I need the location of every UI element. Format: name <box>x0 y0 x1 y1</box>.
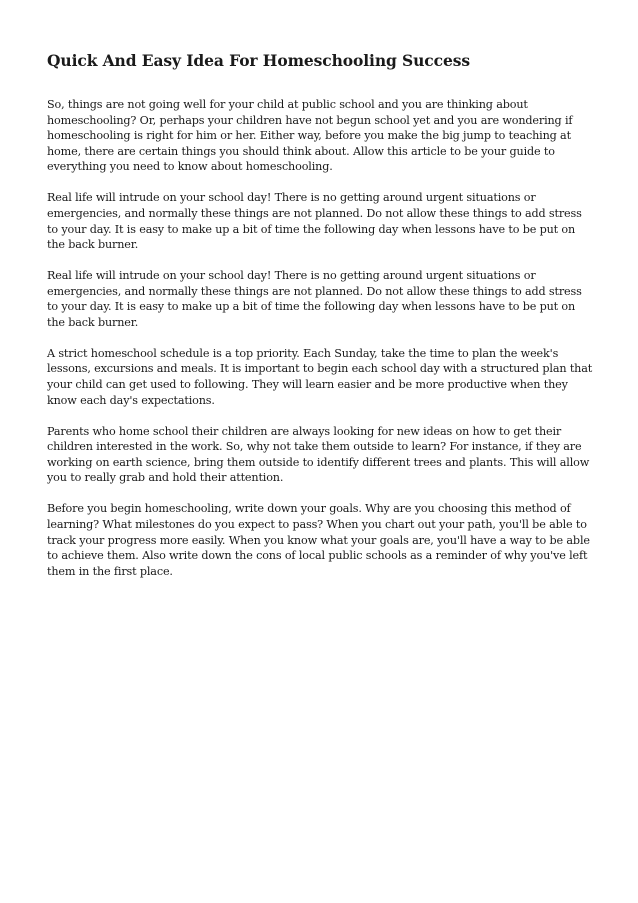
paragraph-real-life-repeat: Real life will intrude on your school day! There is no getting around urgent situations or emergencies, and normally these things are not planned. Do not allow these things to add stress to your day. It is easy to make up a bit of time the following day when lessons have to be put on the back burner. <box>47 269 582 329</box>
paragraph-outside-learning: Parents who home school their children are always looking for new ideas on how to get their children interested in the work. So, why not take them outside to learn? For instance, if they are working on earth science, bring them outside to identify different trees and plants. This will allow you to really grab and hold their attention. <box>47 424 590 485</box>
document-title: Quick And Easy Idea For Homeschooling Success <box>47 51 470 70</box>
document-page <box>47 50 595 595</box>
paragraph-goals: Before you begin homeschooling, write down your goals. Why are you choosing this method of learning? What milestones do you expect to pass? When you chart out your path, you'll be able to track your progress more easily. When you know what your goals are, you'll have a way to be able to achieve them. Also write down the cons of local public schools as a reminder of why you've left them in the first place. <box>47 502 590 578</box>
paragraph-intro: So, things are not going well for your child at public school and you are thinking about homeschooling? Or, perhaps your children have not begun school yet and you are wondering if homeschooling is right for him or her. Either way, before you make the big jump to teaching at home, there are certain things you should think about. Allow this article to be your guide to everything you need to know about homeschooling. <box>47 98 573 174</box>
paragraph-real-life: Real life will intrude on your school day! There is no getting around urgent situations or emergencies, and normally these things are not planned. Do not allow these things to add stress to your day. It is easy to make up a bit of time the following day when lessons have to be put on the back burner. <box>47 191 582 252</box>
paragraph-schedule: A strict homeschool schedule is a top priority. Each Sunday, take the time to plan the week's lessons, excursions and meals. It is important to begin each school day with a structured plan that your child can get used to following. They will learn easier and be more productive when they know each day's expectations. <box>47 346 593 407</box>
